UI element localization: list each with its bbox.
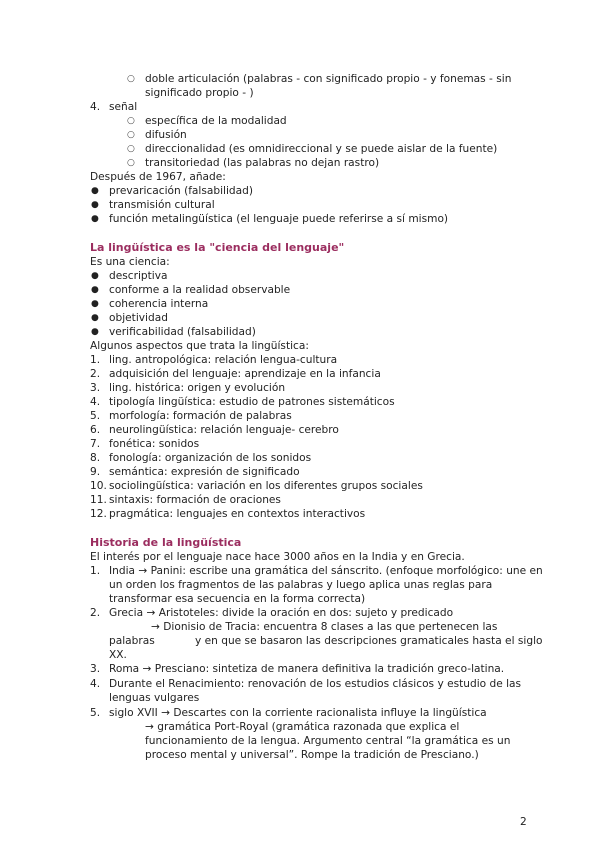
section-heading: La lingüística es la "ciencia del lenguaje" bbox=[90, 241, 345, 254]
bullet-icon: ● bbox=[91, 214, 99, 224]
circle-bullet-icon: ○ bbox=[127, 74, 135, 84]
bullet-icon: ● bbox=[91, 271, 99, 281]
circle-bullet-icon: ○ bbox=[127, 144, 135, 154]
page-number: 2 bbox=[520, 816, 527, 828]
bullet-icon: ● bbox=[91, 327, 99, 337]
bullet-icon: ● bbox=[91, 200, 99, 210]
circle-bullet-icon: ○ bbox=[127, 158, 135, 168]
section-heading: Historia de la lingüística bbox=[90, 536, 242, 549]
circle-bullet-icon: ○ bbox=[127, 130, 135, 140]
bullet-icon: ● bbox=[91, 186, 99, 196]
bullet-icon: ● bbox=[91, 285, 99, 295]
bullet-icon: ● bbox=[91, 299, 99, 309]
circle-bullet-icon: ○ bbox=[127, 116, 135, 126]
bullet-icon: ● bbox=[91, 313, 99, 323]
